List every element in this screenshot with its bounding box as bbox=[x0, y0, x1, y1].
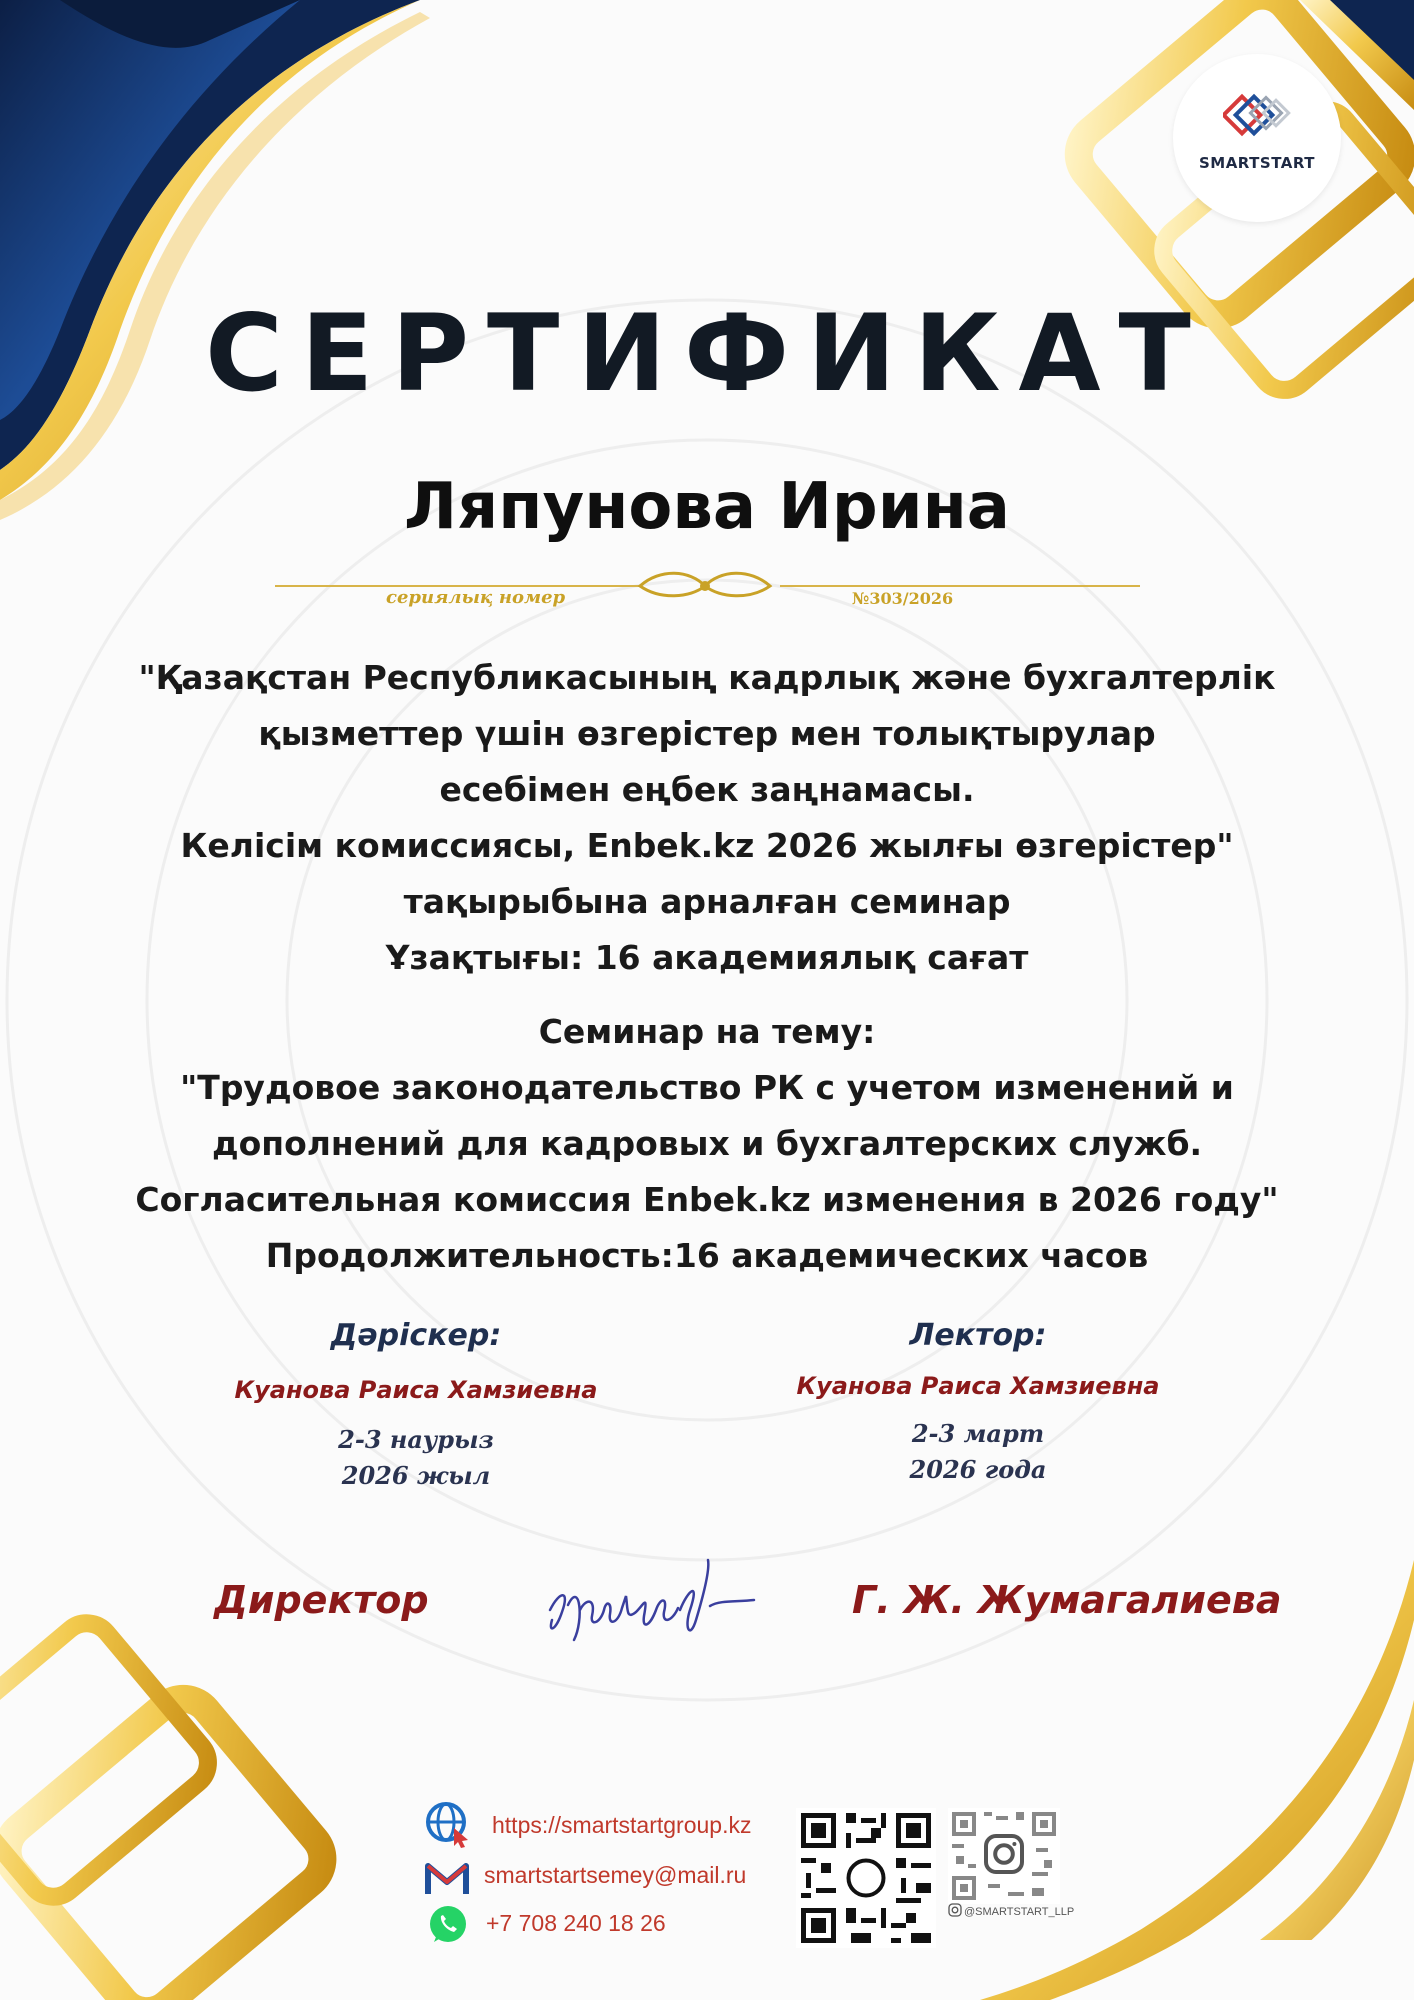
serial-label: сериялық номер bbox=[386, 587, 566, 608]
website-link[interactable]: https://smartstartgroup.kz bbox=[492, 1812, 752, 1838]
globe-icon bbox=[424, 1800, 472, 1848]
kazakh-description bbox=[60, 650, 1354, 986]
ru-line: "Трудовое законодательство РК с учетом изменений и bbox=[180, 1068, 1234, 1107]
lecturer-kz-date-line1: 2-3 наурыз bbox=[338, 1425, 494, 1454]
qr-code-instagram bbox=[948, 1808, 1060, 1904]
phone-number[interactable]: +7 708 240 18 26 bbox=[486, 1910, 666, 1936]
russian-description bbox=[60, 1004, 1354, 1284]
logo-badge bbox=[1173, 54, 1341, 222]
lecturer-kz-date bbox=[206, 1422, 626, 1494]
kz-line: "Қазақстан Республикасының кадрлық және бухгалтерлік bbox=[138, 658, 1276, 697]
lecturer-kz-date-line2: 2026 жыл bbox=[341, 1461, 491, 1490]
ru-line: Согласительная комиссия Enbek.kz изменения в 2026 году" bbox=[135, 1180, 1279, 1219]
email-link[interactable]: smartstartsemey@mail.ru bbox=[484, 1862, 747, 1888]
lecturer-ru-date-line1: 2-3 март bbox=[911, 1419, 1045, 1448]
instagram-handle[interactable]: @SMARTSTART_LLP bbox=[964, 1906, 1075, 1918]
instagram-icon bbox=[948, 1903, 962, 1917]
director-label: Директор bbox=[214, 1578, 429, 1622]
ru-line: дополнений для кадровых и бухгалтерских служб. bbox=[211, 1124, 1203, 1163]
ru-line: Продолжительность:16 академических часов bbox=[265, 1236, 1149, 1275]
kz-line: тақырыбына арналған семинар bbox=[403, 882, 1011, 921]
kz-line: Ұзақтығы: 16 академиялық сағат bbox=[385, 938, 1029, 977]
certificate-title: СЕРТИФИКАТ bbox=[205, 292, 1209, 415]
lecturer-kz-name: Куанова Раиса Хамзиевна bbox=[234, 1376, 598, 1404]
recipient-name: Ляпунова Ирина bbox=[404, 470, 1010, 544]
kz-line: есебімен еңбек заңнамасы. bbox=[439, 770, 975, 809]
logo-icon bbox=[1223, 92, 1293, 148]
kz-line: Келісім комиссиясы, Enbek.kz 2026 жылғы өзгерістер" bbox=[180, 826, 1234, 865]
lecturer-ru-date-line2: 2026 года bbox=[909, 1455, 1047, 1484]
kz-line: қызметтер үшін өзгерістер мен толықтырулар bbox=[258, 714, 1156, 753]
lecturer-ru-name: Куанова Раиса Хамзиевна bbox=[796, 1372, 1160, 1400]
lecturer-ru-label: Лектор: bbox=[909, 1318, 1047, 1353]
whatsapp-icon bbox=[426, 1902, 470, 1946]
director-name: Г. Ж. Жумагалиева bbox=[852, 1578, 1282, 1622]
signature-image bbox=[540, 1550, 780, 1660]
qr-code-whatsapp bbox=[796, 1808, 936, 1948]
lecturer-kz-label: Дәрiскер: bbox=[330, 1318, 502, 1353]
mail-icon bbox=[424, 1858, 470, 1898]
logo-text: SMARTSTART bbox=[1198, 154, 1316, 172]
lecturer-ru-date bbox=[768, 1416, 1188, 1488]
ru-line: Семинар на тему: bbox=[538, 1012, 876, 1051]
serial-number: №303/2026 bbox=[852, 589, 954, 608]
